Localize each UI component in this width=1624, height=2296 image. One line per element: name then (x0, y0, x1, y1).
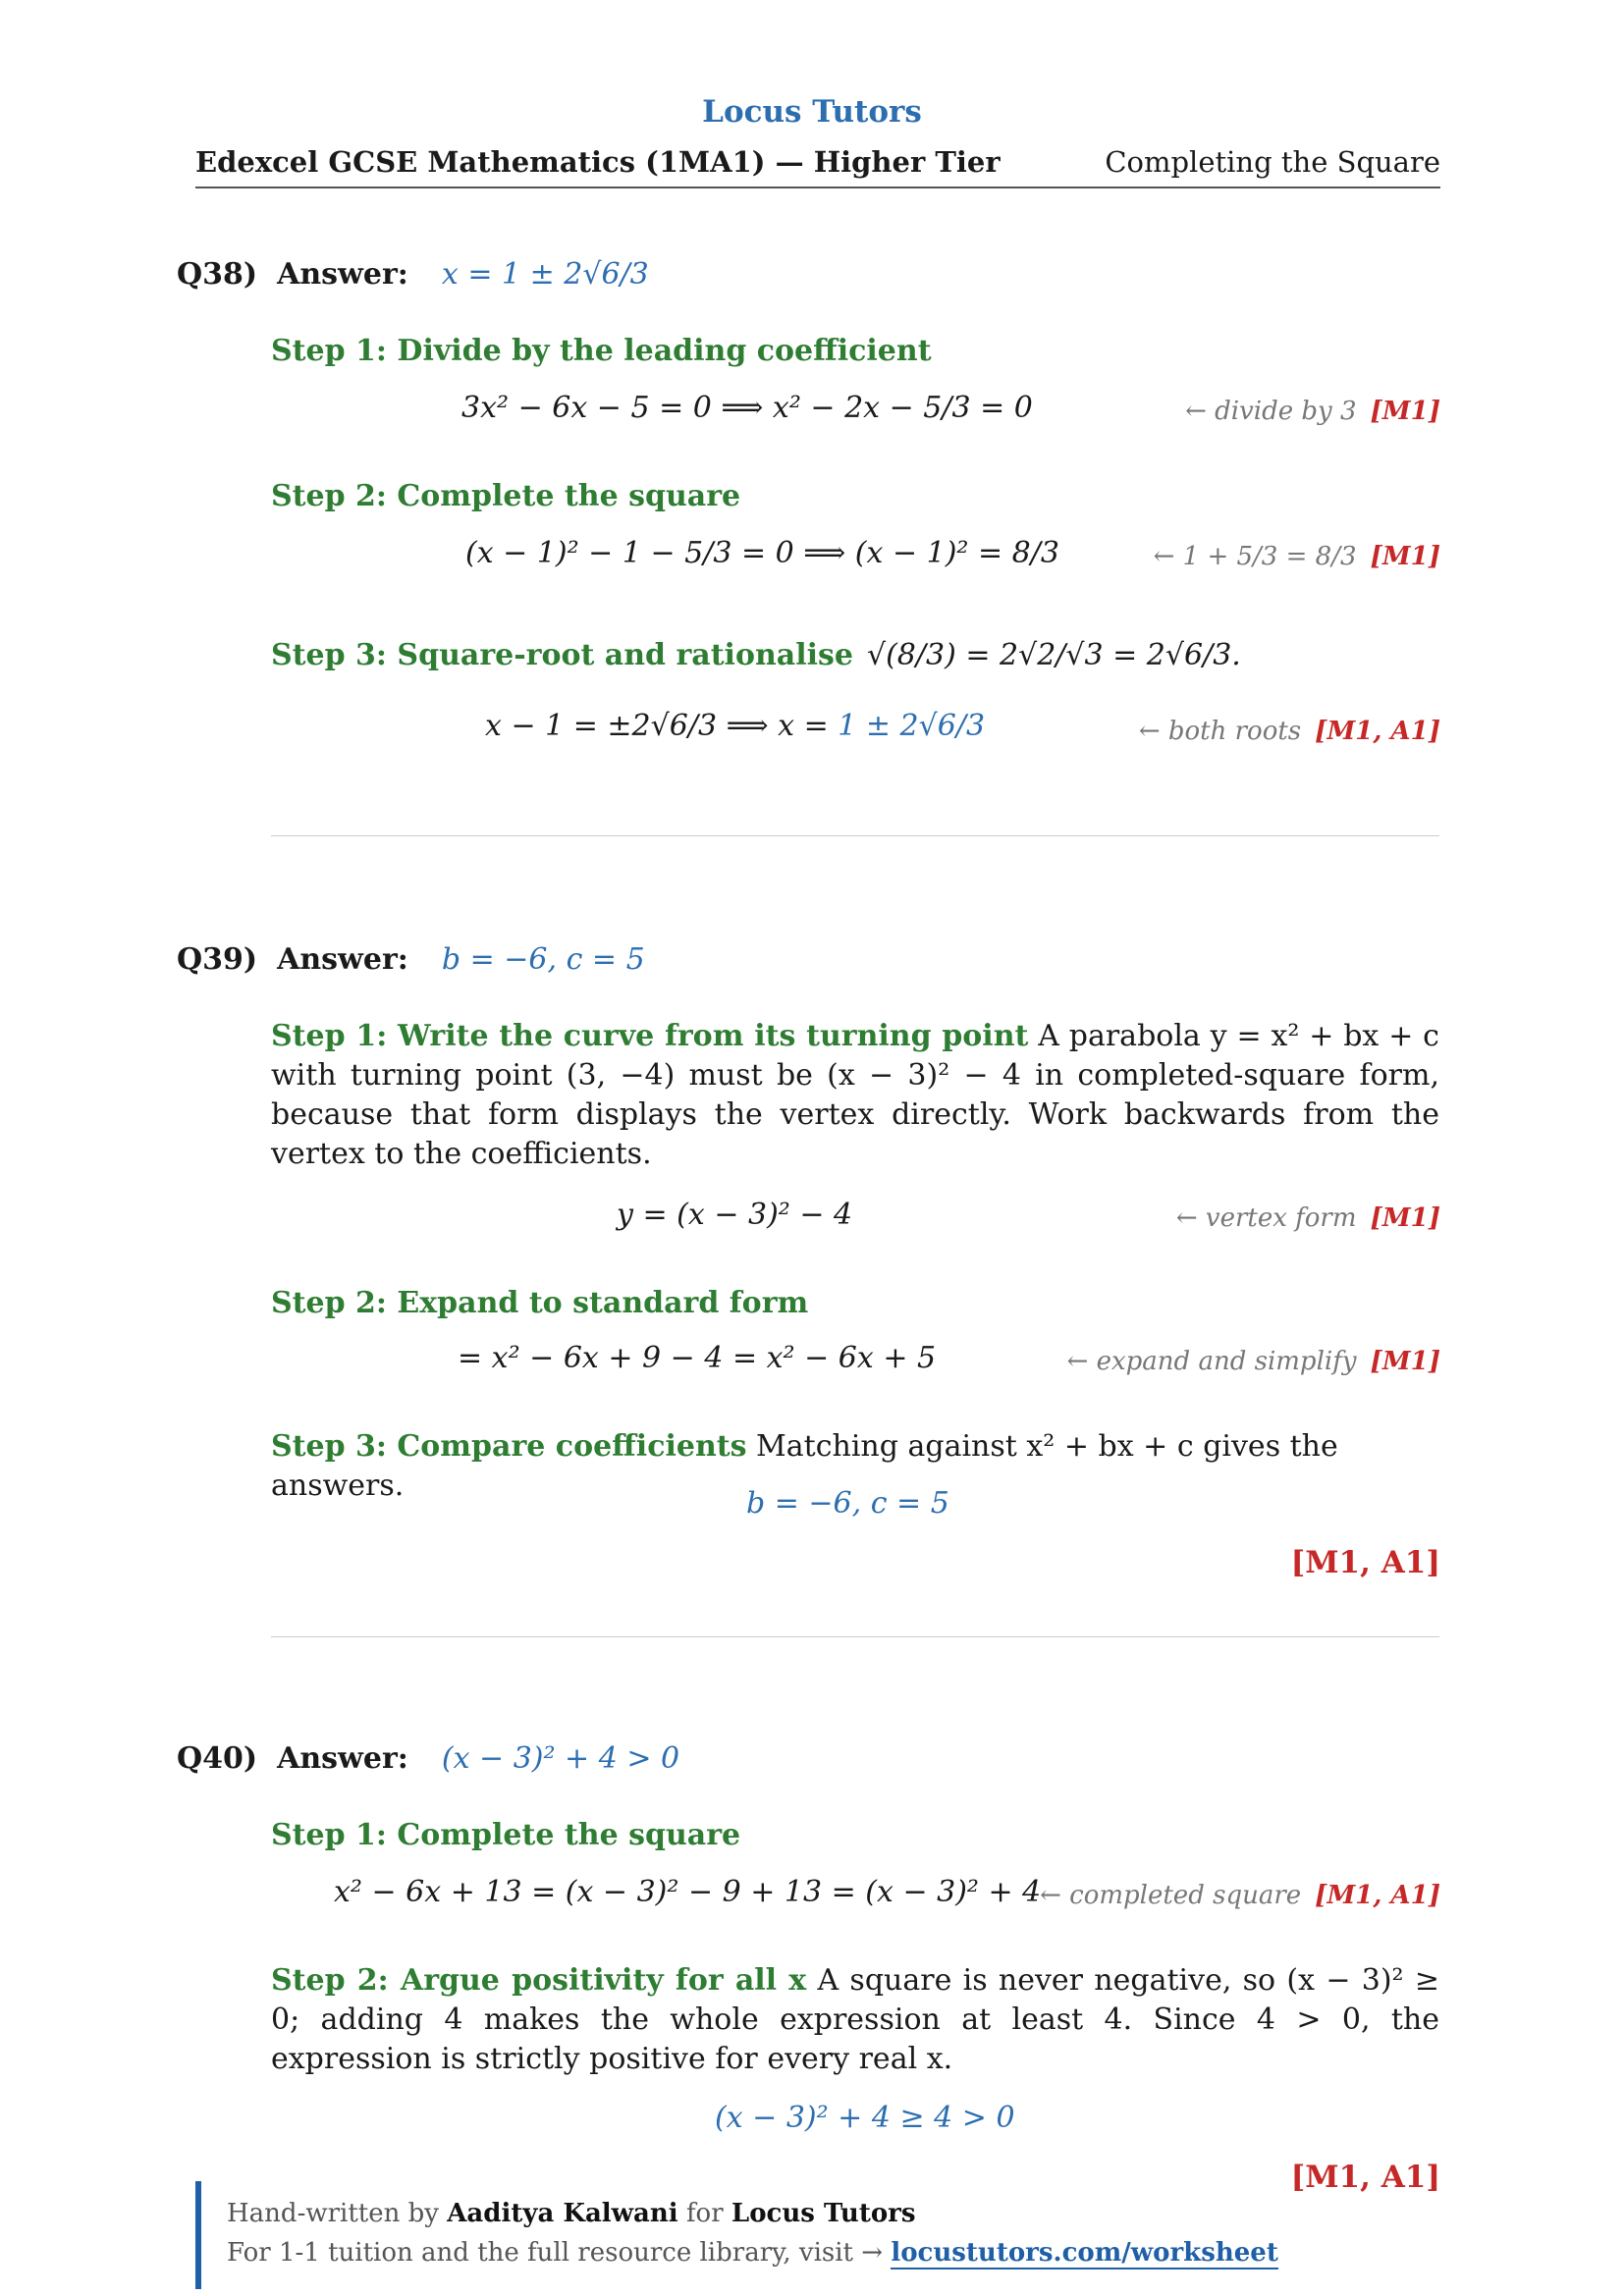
q39-step1: Step 1: Write the curve from its turning point A parabola y = x² + bx + c with turning point (3, −4) must be (x − 3)² − 4 in completed-square form, because that form displays the vertex directly. Work backwards from the vertex to the coefficients. (271, 1019, 1439, 1171)
q38-step1-math: 3x² − 6x − 5 = 0 ⟹ x² − 2x − 5/3 = 0 (461, 391, 1033, 425)
q39-marks: [M1, A1] (1290, 1545, 1440, 1580)
q40-answer-label: Answer: (277, 1741, 408, 1776)
q38-header (177, 257, 649, 292)
q40-header (177, 1741, 679, 1776)
q40-marks: [M1, A1] (1290, 2160, 1440, 2195)
q40-step1-note: ← completed square [M1, A1] (1040, 1881, 1440, 1910)
q38-answer: x = 1 ± 2√6/3 (441, 257, 649, 292)
brand-title: Locus Tutors (702, 94, 922, 130)
q39-step1-math: y = (x − 3)² − 4 (617, 1198, 853, 1232)
q39-answer-label: Answer: (277, 942, 408, 977)
q38-step1-note: ← divide by 3 [M1] (1185, 397, 1440, 426)
q39-step3-math: b = −6, c = 5 (746, 1486, 949, 1521)
q40-step1-math: x² − 6x + 13 = (x − 3)² − 9 + 13 = (x − 3)² + 4 (334, 1875, 1042, 1909)
q39-step2-math: = x² − 6x + 9 − 4 = x² − 6x + 5 (458, 1341, 937, 1375)
q40-step2-math: (x − 3)² + 4 ≥ 4 > 0 (715, 2101, 1015, 2135)
q40-answer: (x − 3)² + 4 > 0 (441, 1741, 680, 1776)
q40-number: Q40) (177, 1741, 258, 1776)
footer-link[interactable]: locustutors.com/worksheet (891, 2238, 1278, 2268)
q38-answer-label: Answer: (277, 257, 408, 292)
q39-step3: Step 3: Compare coefficients Matching against x² + bx + c gives the answers. (271, 1429, 1338, 1503)
header-rule (195, 187, 1440, 188)
q38-step2-note: ← 1 + 5/3 = 8/3 [M1] (1153, 542, 1440, 571)
footer-accent-bar (195, 2181, 201, 2289)
q38-step2-math: (x − 1)² − 1 − 5/3 = 0 ⟹ (x − 1)² = 8/3 (465, 536, 1059, 570)
footer-credit: Hand-written by Aaditya Kalwani for Locus Tutors (227, 2199, 916, 2228)
q40-step2: Step 2: Argue positivity for all x A square is never negative, so (x − 3)² ≥ 0; adding 4 makes the whole expression at least 4. Since 4 > 0, the expression is strictly positive for every real x. (271, 1963, 1439, 2076)
q38-step3-math: x − 1 = ±2√6/3 ⟹ x = 1 ± 2√6/3 (485, 709, 986, 743)
q38-step1-heading: Step 1: Divide by the leading coefficient (271, 334, 932, 368)
q39-header (177, 942, 645, 977)
q39-step1-note: ← vertex form [M1] (1175, 1203, 1440, 1233)
section-separator (271, 835, 1439, 836)
footer-visit: For 1-1 tuition and the full resource library, visit → locustutors.com/worksheet (227, 2238, 1278, 2268)
q38-step2-heading: Step 2: Complete the square (271, 479, 741, 513)
q38-step3-note: ← both roots [M1, A1] (1138, 717, 1440, 746)
topic-title: Completing the Square (1105, 145, 1440, 179)
section-separator (271, 1636, 1439, 1637)
q39-answer: b = −6, c = 5 (441, 942, 645, 977)
q38-step3-heading-math: √(8/3) = 2√2/√3 = 2√6/3. (866, 638, 1241, 672)
q39-step2-heading: Step 2: Expand to standard form (271, 1286, 809, 1320)
q40-step1-heading: Step 1: Complete the square (271, 1818, 741, 1852)
q39-number: Q39) (177, 942, 258, 977)
course-title: Edexcel GCSE Mathematics (1MA1) — Higher Tier (195, 145, 1001, 179)
q38-step3-heading: Step 3: Square-root and rationalise √(8/3) = 2√2/√3 = 2√6/3. (271, 638, 1241, 672)
q39-step2-note: ← expand and simplify [M1] (1066, 1347, 1440, 1376)
q38-number: Q38) (177, 257, 258, 292)
